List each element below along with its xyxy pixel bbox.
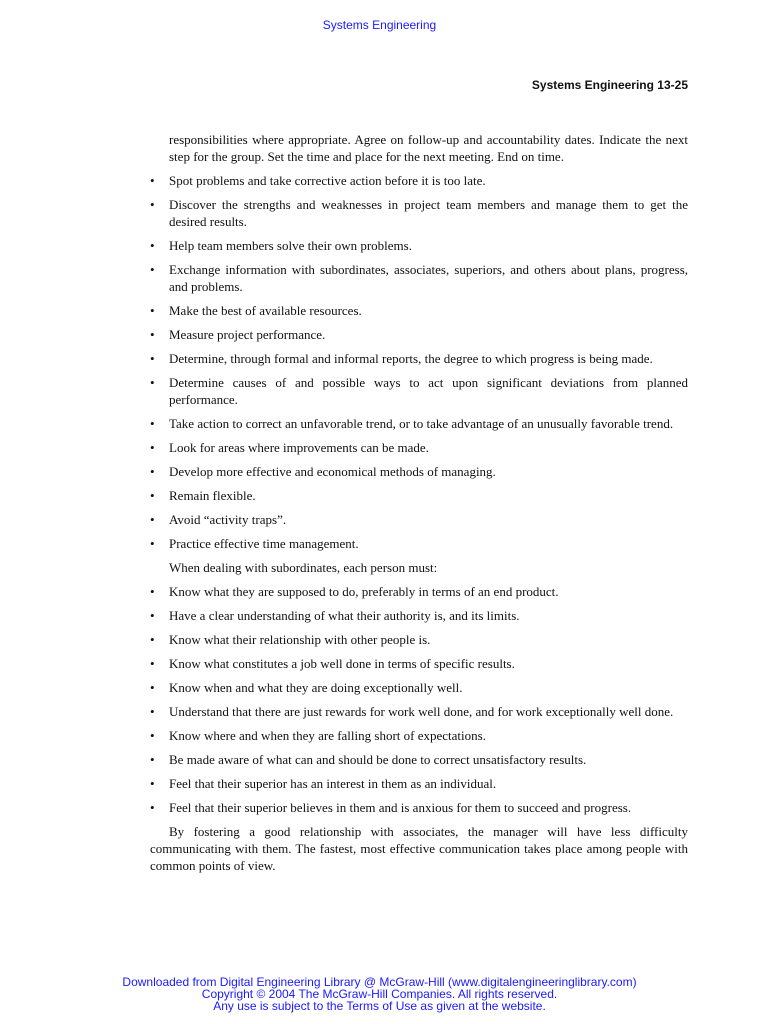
footer: [0, 976, 759, 1012]
bullet-icon: •: [150, 776, 155, 791]
list-item: [150, 172, 688, 189]
list-item: [150, 415, 688, 432]
list-item: [150, 196, 688, 230]
list-item: [150, 237, 688, 254]
list-item-text: Know what constitutes a job well done in terms of specific results.: [169, 656, 515, 671]
list-item: [150, 374, 688, 408]
list-item-text: Understand that there are just rewards for work well done, and for work exceptionally well done.: [169, 704, 674, 719]
list-item: [150, 535, 688, 552]
footer-terms-link[interactable]: Any use is subject to the Terms of Use as given at the website.: [213, 999, 546, 1013]
list-item: [150, 655, 688, 672]
subordinates-intro: When dealing with subordinates, each person must:: [169, 560, 438, 575]
list-item-text: Know what their relationship with other people is.: [169, 632, 431, 647]
list-item-text: Have a clear understanding of what their authority is, and its limits.: [169, 608, 520, 623]
list-item: [150, 727, 688, 744]
subordinate-needs-list: [150, 583, 688, 816]
list-item: [150, 799, 688, 816]
page-body: [150, 131, 688, 881]
bullet-icon: •: [150, 704, 155, 719]
bullet-icon: •: [150, 303, 155, 318]
list-item: [150, 607, 688, 624]
list-item-text: Know what they are supposed to do, preferably in terms of an end product.: [169, 584, 559, 599]
bullet-icon: •: [150, 512, 155, 527]
site-title-link[interactable]: Systems Engineering: [322, 18, 437, 32]
management-actions-list: [150, 172, 688, 552]
bullet-icon: •: [150, 197, 155, 212]
list-item: [150, 326, 688, 343]
lead-continuation: responsibilities where appropriate. Agree on follow-up and accountability dates. Indicate the next step for the group. Set the time and place for the next meeting. End on time.: [169, 132, 688, 164]
footer-copyright[interactable]: Copyright © 2004 The McGraw-Hill Companies. All rights reserved.: [201, 987, 558, 1001]
bullet-icon: •: [150, 584, 155, 599]
bullet-icon: •: [150, 632, 155, 647]
list-item-text: Know where and when they are falling short of expectations.: [169, 728, 486, 743]
list-item-text: Develop more effective and economical methods of managing.: [169, 464, 496, 479]
list-item-text: Exchange information with subordinates, associates, superiors, and others about plans, progress, and problems.: [169, 262, 688, 294]
list-item-text: Determine causes of and possible ways to act upon significant deviations from planned performance.: [169, 375, 688, 407]
list-item: [150, 631, 688, 648]
list-item: [150, 583, 688, 600]
list-item: [150, 302, 688, 319]
list-item-text: Take action to correct an unfavorable trend, or to take advantage of an unusually favorable trend.: [169, 416, 674, 431]
list-item: [150, 511, 688, 528]
bullet-icon: •: [150, 238, 155, 253]
bullet-icon: •: [150, 608, 155, 623]
list-item-text: Spot problems and take corrective action before it is too late.: [169, 173, 486, 188]
bullet-icon: •: [150, 173, 155, 188]
running-head: Systems Engineering 13-25: [531, 78, 688, 92]
list-item: [150, 350, 688, 367]
bullet-icon: •: [150, 262, 155, 277]
bullet-icon: •: [150, 656, 155, 671]
list-item-text: Look for areas where improvements can be made.: [169, 440, 429, 455]
list-item-text: Remain flexible.: [169, 488, 256, 503]
list-item: [150, 679, 688, 696]
list-item: [150, 703, 688, 720]
list-item: [150, 751, 688, 768]
bullet-icon: •: [150, 680, 155, 695]
bullet-icon: •: [150, 464, 155, 479]
bullet-icon: •: [150, 752, 155, 767]
list-item-text: Measure project performance.: [169, 327, 326, 342]
list-item-text: Practice effective time management.: [169, 536, 359, 551]
list-item-text: Be made aware of what can and should be done to correct unsatisfactory results.: [169, 752, 587, 767]
list-item-text: Discover the strengths and weaknesses in project team members and manage them to get the desired results.: [169, 197, 688, 229]
footer-download-link[interactable]: Downloaded from Digital Engineering Library @ McGraw-Hill (www.digitalengineeringlibrary.com): [122, 975, 637, 989]
bullet-icon: •: [150, 800, 155, 815]
list-item: [150, 439, 688, 456]
bullet-icon: •: [150, 327, 155, 342]
list-item-text: Feel that their superior has an interest in them as an individual.: [169, 776, 497, 791]
list-item: [150, 261, 688, 295]
list-item-text: Determine, through formal and informal reports, the degree to which progress is being made.: [169, 351, 653, 366]
closing-paragraph: By fostering a good relationship with associates, the manager will have less difficulty communicating with them. The fastest, most effective communication takes place among people with common points of view.: [150, 824, 688, 873]
bullet-icon: •: [150, 351, 155, 366]
list-item-text: Help team members solve their own problems.: [169, 238, 412, 253]
list-item: [150, 487, 688, 504]
bullet-icon: •: [150, 536, 155, 551]
list-item-text: Know when and what they are doing exceptionally well.: [169, 680, 463, 695]
bullet-icon: •: [150, 728, 155, 743]
list-item: [150, 463, 688, 480]
list-item-text: Feel that their superior believes in them and is anxious for them to succeed and progress.: [169, 800, 632, 815]
bullet-icon: •: [150, 440, 155, 455]
bullet-icon: •: [150, 488, 155, 503]
bullet-icon: •: [150, 375, 155, 390]
list-item-text: Avoid “activity traps”.: [169, 512, 287, 527]
list-item-text: Make the best of available resources.: [169, 303, 362, 318]
list-item: [150, 775, 688, 792]
bullet-icon: •: [150, 416, 155, 431]
